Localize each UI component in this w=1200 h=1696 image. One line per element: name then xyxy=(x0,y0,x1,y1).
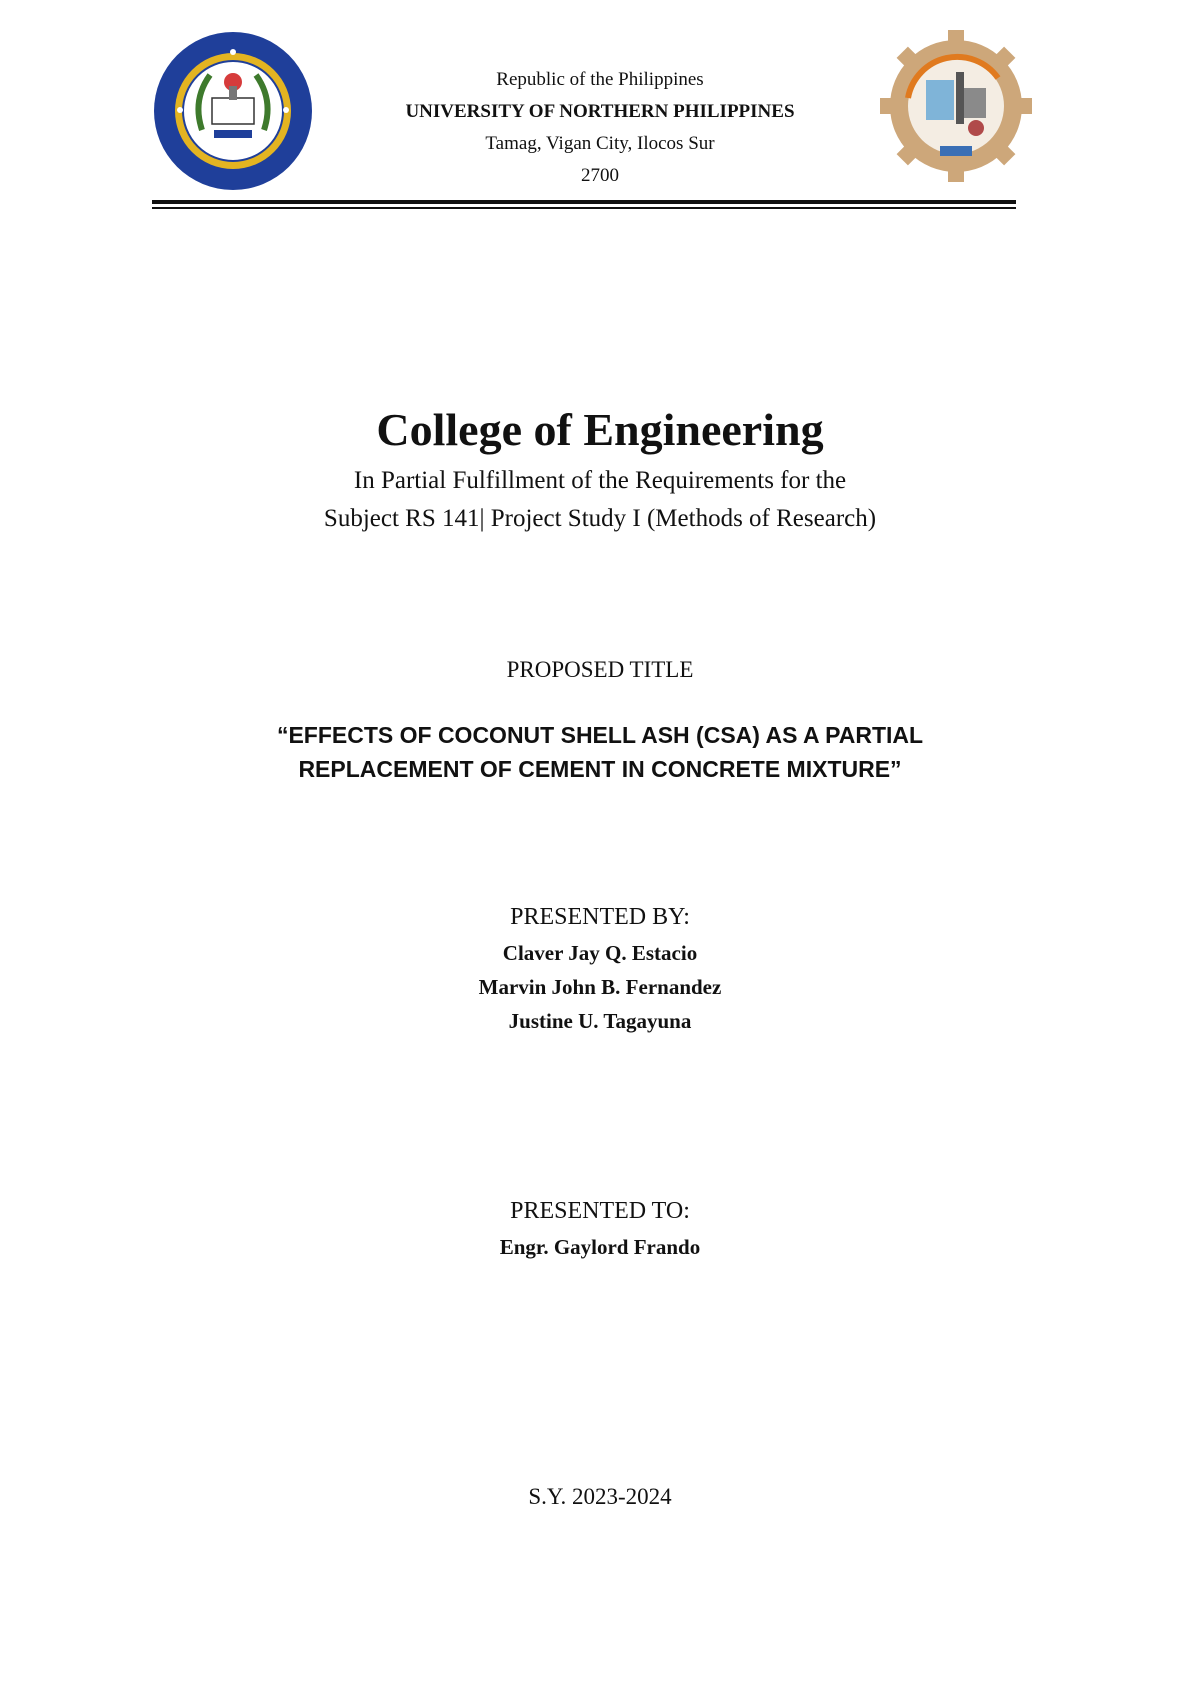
presented-by-label: PRESENTED BY: xyxy=(510,904,690,930)
letterhead xyxy=(300,64,900,192)
fulfillment-line-1: In Partial Fulfillment of the Requirements for the xyxy=(353,467,847,494)
author-name: Claver Jay Q. Estacio xyxy=(502,941,698,965)
college-title: College of Engineering xyxy=(376,404,824,455)
research-title-line-2: REPLACEMENT OF CEMENT IN CONCRETE MIXTURE” xyxy=(298,756,902,782)
college-of-engineering-gear-icon xyxy=(878,28,1034,184)
author-list xyxy=(0,936,1200,1038)
author-name: Marvin John B. Fernandez xyxy=(478,975,722,999)
fulfillment-line-2: Subject RS 141| Project Study I (Methods of Research) xyxy=(323,505,877,532)
header-rule-thin xyxy=(152,207,1016,209)
adviser-name: Engr. Gaylord Frando xyxy=(499,1235,701,1259)
school-year: S.Y. 2023-2024 xyxy=(528,1484,672,1509)
research-title-line-1: “EFFECTS OF COCONUT SHELL ASH (CSA) AS A PARTIAL xyxy=(276,722,924,748)
presented-to-label: PRESENTED TO: xyxy=(510,1198,690,1224)
university-name: UNIVERSITY OF NORTHERN PHILIPPINES xyxy=(405,101,795,122)
republic-line: Republic of the Philippines xyxy=(496,69,704,90)
proposed-title-label: PROPOSED TITLE xyxy=(506,657,694,682)
unp-seal-icon xyxy=(152,30,314,192)
author-name: Justine U. Tagayuna xyxy=(508,1009,692,1033)
zip-code: 2700 xyxy=(581,165,619,186)
fulfillment-statement xyxy=(0,462,1200,538)
research-title xyxy=(0,718,1200,786)
header-rule-thick xyxy=(152,200,1016,204)
address-line: Tamag, Vigan City, Ilocos Sur xyxy=(485,133,715,154)
